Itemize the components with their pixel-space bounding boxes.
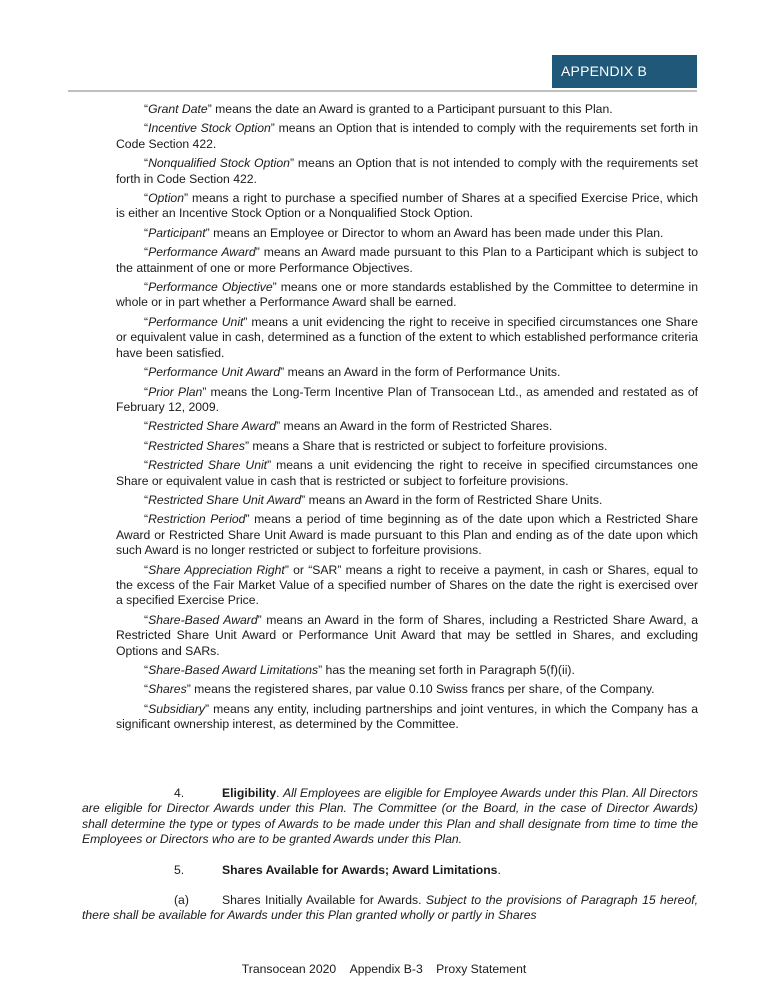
definition-text: means an Option that is intended to comply with the requirements set forth in Code Section 422. — [116, 121, 698, 151]
section-eligibility: 4. Eligibility. All Employees are eligible for Employee Awards under this Plan. All Directors are eligible for Director Awards under this Plan. The Committee (or the Board, in the case of Director Awards) shall determine the type or types of Awards to be made under this Plan and shall designate from time to time the Employees or Directors who are to be granted Awards under this Plan. — [82, 786, 698, 847]
definition-text: means the Long-Term Incentive Plan of Transocean Ltd., as amended and restated as of February 12, 2009. — [116, 384, 698, 414]
definition-paragraph: “Share-Based Award” means an Award in the form of Shares, including a Restricted Share Award, a Restricted Share Unit Award or Performance Unit Award that may be settled in Shares, and excluding Options and SARs. — [116, 612, 698, 658]
definition-text: means a unit evidencing the right to receive in specified circumstances one Share or equivalent value in cash, determined as a function of the extent to which established performance criteria have been satisfied. — [116, 314, 699, 360]
defined-term: Shares — [148, 682, 187, 697]
subsection-title: Shares Initially Available for Awards. — [222, 893, 422, 907]
definition-paragraph: “Prior Plan” means the Long-Term Incentive Plan of Transocean Ltd., as amended and restated as of February 12, 2009. — [116, 384, 698, 414]
definition-paragraph: “Nonqualified Stock Option” means an Option that is not intended to comply with the requirements set forth in Code Section 422. — [116, 156, 698, 186]
section-text: All Employees are eligible for Employee Awards under this Plan. All Directors are eligible for Director Awards under this Plan. The Committee (or the Board, in the case of Director Awards) shall determine the type or types of Awards to be made under this Plan and shall designate from time to time the Employees or Directors who are to be granted Awards under this Plan. — [82, 786, 698, 847]
definition-paragraph: “Restriction Period” means a period of time beginning as of the date upon which a Restricted Share Award or Restricted Share Unit Award is made pursuant to this Plan and ending as of the date upon which such Award is no longer restricted or subject to forfeiture provisions. — [116, 512, 698, 558]
defined-term: Restricted Share Unit — [148, 458, 268, 473]
definition-paragraph: “Share-Based Award Limitations” has the meaning set forth in Paragraph 5(f)(ii). — [144, 663, 575, 677]
section-number: 5. — [174, 863, 185, 877]
definition-paragraph: “Share Appreciation Right” or “SAR” means a right to receive a payment, in cash or Shares, equal to the excess of the Fair Market Value of a specified number of Shares on the date the right is exercised over a specified Exercise Price. — [116, 562, 698, 608]
definition-text: means a period of time beginning as of the date upon which a Restricted Share Award or Restricted Share Unit Award is made pursuant to this Plan and ending as of the date upon which such Award is no longer restricted or subject to forfeiture provisions. — [116, 512, 698, 558]
definition-text: means a Share that is restricted or subject to forfeiture provisions. — [249, 438, 608, 453]
definition-text: means a unit evidencing the right to receive in specified circumstances one Share or equivalent value in cash that is restricted or subject to forfeiture provisions. — [116, 458, 698, 488]
defined-term: Share-Based Award — [148, 612, 258, 627]
definition-paragraph: “Performance Unit” means a unit evidencing the right to receive in specified circumstances one Share or equivalent value in cash, determined as a function of the extent to which established performance criteria have been satisfied. — [116, 314, 699, 360]
defined-term: Share-Based Award Limitations — [148, 663, 319, 677]
footer-doc: Proxy Statement — [436, 962, 527, 976]
defined-term: Nonqualified Stock Option — [148, 156, 290, 171]
definition-paragraph: “Performance Objective” means one or more standards established by the Committee to determine in whole or in part whether a Performance Award shall be earned. — [116, 280, 698, 310]
section-number: 4. — [174, 786, 185, 800]
definition-text: means an Award in the form of Restricted Shares. — [280, 419, 553, 434]
subsection-number: (a) — [174, 893, 189, 907]
defined-term: Restriction Period — [148, 512, 246, 527]
definition-text: or “SAR” means a right to receive a payment, in cash or Shares, equal to the excess of the Fair Market Value of a specified number of Shares on the date the right is exercised over a specified Exercise Price. — [116, 562, 698, 608]
defined-term: Restricted Share Unit Award — [148, 492, 302, 507]
section-title: Shares Available for Awards; Award Limitations — [222, 863, 498, 877]
footer-company: Transocean 2020 — [241, 962, 337, 976]
definition-text: has the meaning set forth in Paragraph 5(f)(ii). — [322, 663, 575, 677]
appendix-tab: APPENDIX B — [552, 55, 697, 88]
page-footer — [0, 962, 768, 976]
defined-term: Performance Objective — [148, 280, 273, 295]
definition-text: means an Award in the form of Restricted Share Units. — [305, 492, 603, 507]
defined-term: Performance Award — [148, 245, 256, 260]
definition-paragraph: “Restricted Shares” means a Share that is restricted or subject to forfeiture provisions. — [144, 438, 608, 453]
page-header — [68, 55, 697, 92]
definition-paragraph: “Restricted Share Unit Award” means an Award in the form of Restricted Share Units. — [144, 492, 603, 507]
definition-text: means a right to purchase a specified number of Shares at a specified Exercise Price, which is either an Incentive Stock Option or a Nonqualified Stock Option. — [116, 191, 698, 221]
defined-term: Performance Unit — [148, 314, 244, 329]
defined-term: Incentive Stock Option — [148, 121, 271, 136]
definition-text: means an Award in the form of Shares, including a Restricted Share Award, a Restricted Share Unit Award or Performance Unit Award that may be settled in Shares, and excluding Options and SARs. — [116, 612, 698, 658]
definition-text: means an Award made pursuant to this Plan to a Participant which is subject to the attainment of one or more Performance Objectives. — [116, 245, 698, 275]
definition-paragraph: “Subsidiary” means any entity, including partnerships and joint ventures, in which the Company has a significant ownership interest, as determined by the Committee. — [116, 701, 698, 732]
footer-page: Appendix B-3 — [349, 962, 423, 976]
definition-text: means any entity, including partnerships and joint ventures, in which the Company has a significant ownership interest, as determined by the Committee. — [116, 701, 698, 732]
subsection-text: Subject to the provisions of Paragraph 15 hereof, there shall be available for Awards under this Plan granted wholly or partly in Shares — [82, 893, 698, 923]
definition-text: means the registered shares, par value 0.10 Swiss francs per share, of the Company. — [190, 682, 655, 697]
defined-term: Prior Plan — [148, 384, 203, 399]
definition-text: means an Employee or Director to whom an Award has been made under this Plan. — [209, 225, 664, 240]
definitions-list — [116, 102, 698, 737]
definition-paragraph: “Restricted Share Award” means an Award in the form of Restricted Shares. — [144, 419, 553, 434]
definition-paragraph: “Grant Date” means the date an Award is granted to a Participant pursuant to this Plan. — [144, 102, 613, 116]
defined-term: Participant — [148, 225, 206, 240]
defined-term: Share Appreciation Right — [148, 562, 285, 577]
definition-paragraph: “Restricted Share Unit” means a unit evidencing the right to receive in specified circumstances one Share or equivalent value in cash that is restricted or subject to forfeiture provisions. — [116, 458, 698, 488]
subsection-5a — [82, 893, 698, 924]
definition-text: means an Award in the form of Performance Units. — [284, 365, 561, 380]
definition-paragraph: “Participant” means an Employee or Director to whom an Award has been made under this Plan. — [144, 225, 664, 240]
definition-paragraph: “Performance Unit Award” means an Award in the form of Performance Units. — [144, 365, 561, 380]
section-shares-available: 5. Shares Available for Awards; Award Limitations. — [82, 863, 698, 878]
defined-term: Restricted Shares — [148, 438, 245, 453]
defined-term: Subsidiary — [148, 701, 205, 716]
definition-text: means an Option that is not intended to comply with the requirements set forth in Code Section 422. — [116, 156, 698, 186]
definition-text: means one or more standards established by the Committee to determine in whole or in part whether a Performance Award shall be earned. — [116, 280, 698, 310]
definition-paragraph: “Incentive Stock Option” means an Option that is intended to comply with the requirements set forth in Code Section 422. — [116, 121, 698, 151]
defined-term: Restricted Share Award — [148, 419, 277, 434]
defined-term: Performance Unit Award — [148, 365, 281, 380]
definition-paragraph: “Option” means a right to purchase a specified number of Shares at a specified Exercise Price, which is either an Incentive Stock Option or a Nonqualified Stock Option. — [116, 191, 698, 221]
definition-paragraph: “Shares” means the registered shares, par value 0.10 Swiss francs per share, of the Company. — [144, 682, 655, 697]
defined-term: Option — [148, 191, 184, 206]
defined-term: Grant Date — [148, 102, 208, 116]
definition-text: means the date an Award is granted to a Participant pursuant to this Plan. — [211, 102, 613, 116]
definition-paragraph: “Performance Award” means an Award made pursuant to this Plan to a Participant which is subject to the attainment of one or more Performance Objectives. — [116, 245, 698, 275]
section-title: Eligibility — [222, 786, 277, 800]
